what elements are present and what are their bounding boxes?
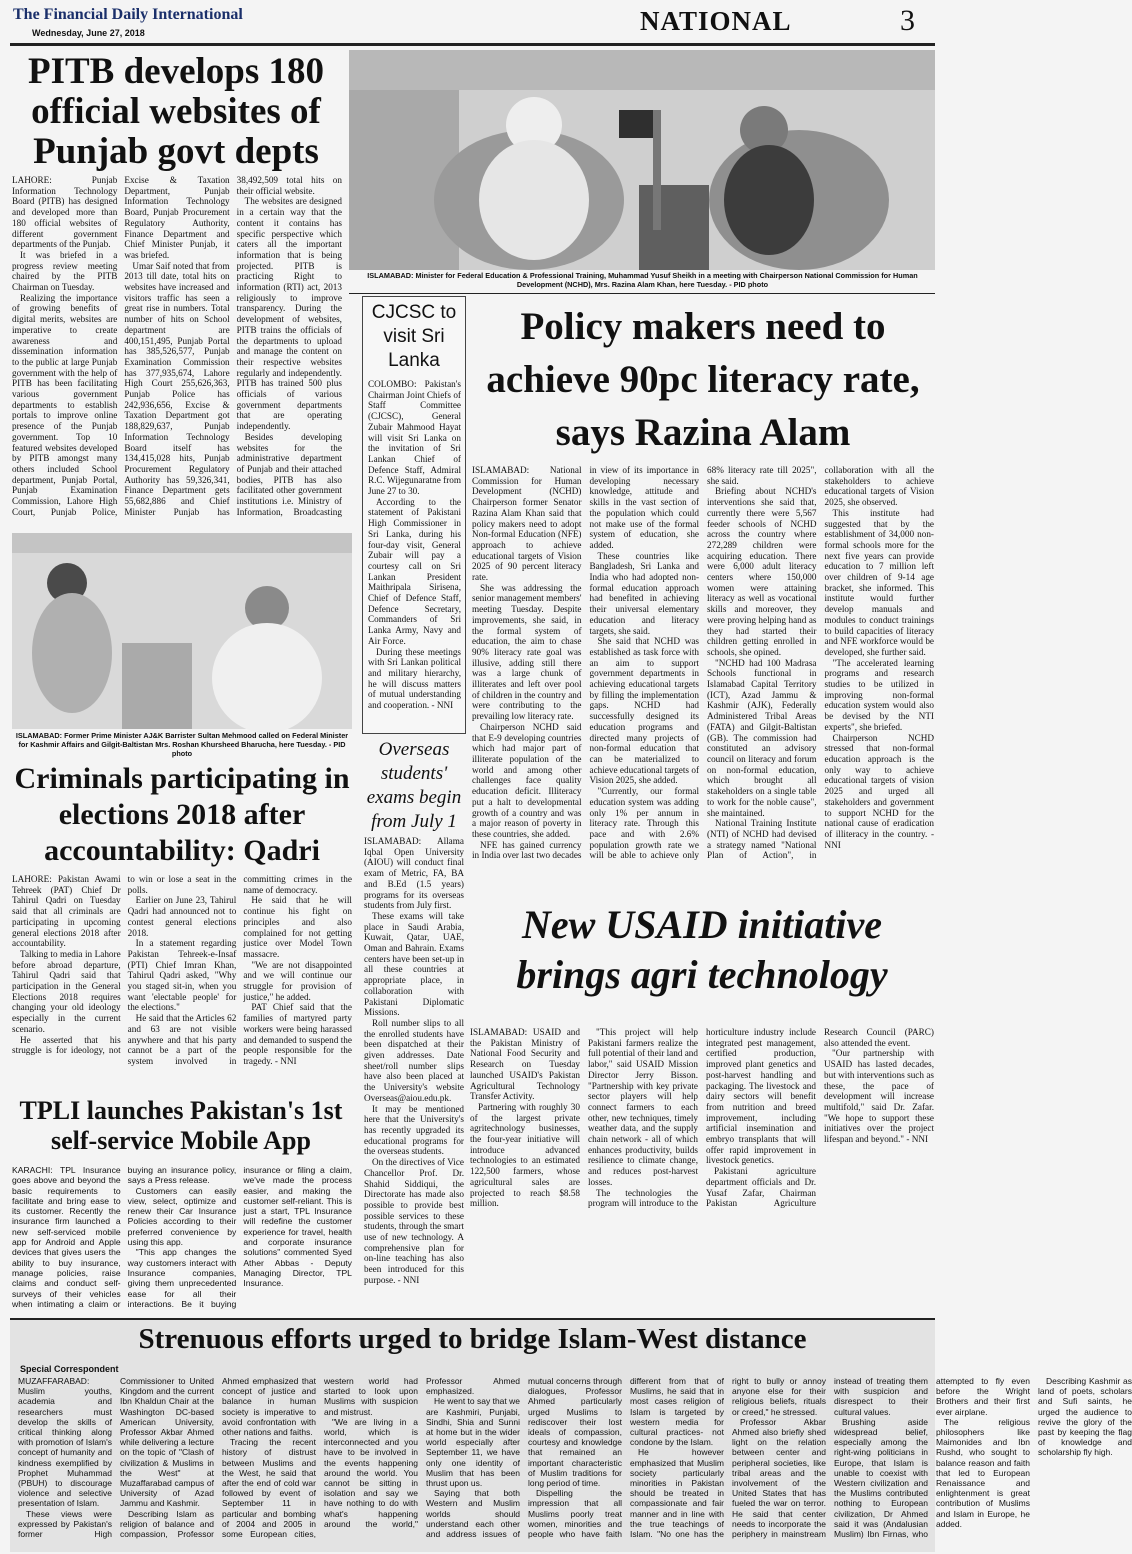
islam-west-para: The religious philosophers like Maimonides and Ibn Rushd, who sought to balance reason and faith that led to European Renaissance and enlightenment is great contribution of Muslims and Islam in Europe, he added. bbox=[936, 1416, 1030, 1529]
islam-west-para: Brushing aside widespread belief, especially among the right-wing politicians in Europe, that Islam is unable to coexist with Western civilization and the Muslims contributed nothing to European civilization, Dr Ahmed said it was (Andalusian Muslim) Ibn Firnas, who attempted to fly even before the Wright Brothers and their first ever airplane. bbox=[834, 1376, 1030, 1540]
overseas-para: On the directives of Vice Chancellor Prof. Dr. Shahid Siddiqui, the Directorate has made also possible to provide best possible services to these students, through the smart use of new technology. A comprehensive plan for on-line teaching has also been introduced for this purpose. - NNI bbox=[364, 1157, 464, 1285]
policy-para: Chairperson NCHD said that E-9 developing countries which had major part of illiterate population of the world and among other challenges face quality education deficit. Illiteracy put a halt to developmental growth of a country and was a major reason of poverty in these countries, she added. bbox=[472, 721, 582, 839]
islam-west-para: He however emphasized that Muslim society particularly minorities in Pakistan should be treated in compassionate and fair manner and in line with the true teachings of Islam. "No one has the right to bully or annoy anyone else for their religious beliefs, rituals or creed," he stressed. bbox=[630, 1376, 826, 1540]
policy-body bbox=[472, 465, 934, 890]
policy-para: "The accelerated learning programs and research studies to be utilized in improving non-formal education system would also be devised by the NTI experts", she briefed. bbox=[824, 657, 934, 732]
pitb-para: Umar Saif noted that from 2013 till date, total hits on websites have increased and visitors traffic has seen a great rise in numbers. Total number of hits on School department are 400,151,495, Punjab Portal has 385,526,577, Punjab Examination Commission has 377,935,674, Lahore High Court 255,626,363, Punjab Police has 242,936,656, Excise & Taxation Department got 188,829,637, Punjab Information Technology Board itself has 134,415,028 hits, Punjab Procurement Regulatory Authority has 59,326,341, Finance Department gets 55,682,886 and Chief Minister Punjab has 38,492,509 total hits on their official website. bbox=[124, 175, 342, 517]
tpli-para: KARACHI: TPL Insurance goes above and beyond the basic requirements to facilitate and bring ease to its customer. Recently the insurance firm launched a new self-serviced mobile app for Android and Apple devices that gives users the ability to buy insurance, manage policies, raise claims and conduct self-surveys of their vehicles when intimating a claim or buying an insurance policy, says a Press release. bbox=[12, 1165, 237, 1309]
criminals-para: Talking to media in Lahore before abroad departure, Tahirul Qadri said that participation in the General Elections 2018 requires changing your old ideology especially in the current scenario. bbox=[12, 948, 121, 1034]
masthead-rule bbox=[10, 43, 935, 46]
islam-west-headline: Strenuous efforts urged to bridge Islam-West distance bbox=[138, 1323, 807, 1355]
policy-para: She said that NCHD was established as task force with an aim to support government departments in achieving educational targets by filling the implementation gaps. NCHD had successfully designed its education programs and directed many projects of non-formal education that can be materialized to achieve educational targets of Vision 2025, she added. bbox=[589, 636, 699, 786]
overseas-para: It may be mentioned here that the University's has recently upgraded its educational programs for the overseas students. bbox=[364, 1103, 464, 1157]
criminals-body bbox=[12, 874, 352, 1094]
criminals-para: He said that the Articles 62 and 63 are not visible anywhere and that his party cannot be a part of the system involved in committing crimes in the name of democracy. bbox=[127, 874, 352, 1066]
cjcsc-headline: CJCSC to visit Sri Lanka bbox=[371, 302, 457, 371]
usaid-para: ISLAMABAD: USAID and the Pakistan Ministry of National Food Security and Research on Tuesday launched USAID's Pakistan Agricultural Technology Transfer Activity. bbox=[470, 1027, 580, 1102]
tpli-body bbox=[12, 1165, 352, 1310]
cjcsc-box bbox=[362, 296, 466, 734]
section-name: NATIONAL bbox=[640, 6, 792, 36]
islam-west-para: MUZAFFARABAD: Muslim youths, academia and researchers must develop the skills of critical thinking along with promotion of Islam's concept of humanity and kindness exemplified by Prophet Muhammad (PBUH) to discourage violence and selective presentation of Islam. bbox=[18, 1376, 112, 1509]
islam-west-para: Professor Akbar Ahmed also briefly shed light on the relation between center and peripheral societies, like tribal areas and the involvement of the United States that has fueled the war on terror. He said that center needs to incorporate the periphery in mainstream instead of treating them with suspicion and disrespect to their cultural values. bbox=[732, 1376, 928, 1540]
policy-para: Chairperson NCHD stressed that non-formal education approach is the only way to achieve educational targets of vision 2025 and urged all stakeholders and government to support NCHD for the national cause of eradication of illiteracy in the country. - NNI bbox=[824, 732, 934, 850]
cjcsc-para: According to the statement of Pakistani High Commissioner in Sri Lanka, during his four-day visit, General Zubair will pay a courtesy call on Sri Lankan President Maithripala Sirisena, Chief of Defence Staff, Defence Secretary, Commanders of Sri Lanka Army, Navy and Air Force. bbox=[368, 496, 461, 646]
policy-headline: Policy makers need to achieve 90pc literacy rate, says Razina Alam bbox=[486, 305, 920, 454]
criminals-para: PAT Chief said that the families of martyred party workers were being harassed and demanded to suspend the people responsible for the tragedy. - NNI bbox=[243, 1002, 352, 1066]
overseas-headline: Overseas students' exams begin from July 1 bbox=[366, 739, 462, 832]
overseas-para: Roll number slips to all the enrolled students have been dispatched at their given addresses. Date sheet/roll number slips have also been placed at the University's website Overseas@aiou.edu.pk. bbox=[364, 1017, 464, 1103]
pitb-para: The websites are designed in a certain way that the content it contains has specific perspective which caters all the important information that is being projected. PITB is practicing Right to information (RTI) act, 2013 religiously to improve transparency. During the development of websites, PITB trains the officials of the departments to upload and manage the content on their respective websites regularly and independently. PITB has trained 500 plus officials of various government departments that are operating independently. bbox=[236, 196, 342, 432]
islam-west-para: Tracing the recent history of distrust between Muslims and the West, he said that after the end of cold war followed by event of September 11 in particular and bombing of 2004 and 2005 in some European cities, western world had started to look upon Muslims with suspicion and mistrust. bbox=[222, 1376, 418, 1540]
usaid-body bbox=[470, 1027, 934, 1312]
islam-west-para: Describing Kashmir as land of poets, scholars and Sufi saints, he urged the audience to revive the glory of the past by keeping the flag of knowledge and scholarship fly high. bbox=[1038, 1376, 1132, 1458]
usaid-para: Partnering with roughly 30 of the largest private agritechnology businesses, the four-year initiative will introduce advanced technologies to an estimated 122,500 farmers, whose agricultural sales are projected to reach $8.58 million. bbox=[470, 1101, 580, 1209]
tpli-headline: TPLI launches Pakistan's 1st self-service Mobile App bbox=[19, 1096, 343, 1155]
islam-west-para: He went to say that we are Kashmiri, Punjabi, Sindhi, Shia and Sunni at home but in the wider world especially after September 11, we have only one identity of Muslim that has been thrust upon us. bbox=[426, 1396, 520, 1489]
cjcsc-para: During these meetings with Sri Lankan political and military hierarchy, he will discuss matters of mutual understanding and cooperation. - NNI bbox=[368, 646, 461, 711]
kashmir-photo-image bbox=[12, 533, 352, 729]
islam-west-body bbox=[18, 1376, 1132, 1548]
overseas-body bbox=[364, 836, 464, 1285]
policy-para: "NCHD had 100 Madrasa Schools functional in Islamabad Capital Territory (ICT), Azad Jammu & Kashmir (AJK), Federally Administered Tribal Areas (FATA) and Gilgit-Baltistan (GB). The commission had constituted an advisory council on literacy and forum on non-formal education, which brought all stakeholders on a single table to work for the noble cause", she maintained. bbox=[707, 657, 817, 818]
kashmir-photo bbox=[12, 533, 352, 729]
criminals-para: He asserted that his struggle is for ideology, not to win or lose a seat in the polls. bbox=[12, 874, 237, 1056]
meeting-photo-image bbox=[349, 50, 935, 270]
usaid-para: Pakistani agriculture department officials and Dr. Yusaf Zafar, Chairman Pakistan Agriculture Research Council (PARC) also attended the event. bbox=[706, 1027, 934, 1209]
usaid-headline: New USAID initiative brings agri technology bbox=[516, 902, 888, 997]
pitb-para: It was briefed in a progress review meeting chaired by the PITB Chairman on Tuesday. bbox=[12, 249, 118, 293]
cjcsc-body bbox=[368, 379, 461, 729]
criminals-para: "We are not disappointed and we will continue our struggle for provision of justice," he added. bbox=[243, 959, 352, 1002]
islam-west-para: These views were expressed by Pakistan's former High Commissioner to United Kingdom and the current Ibn Khaldun Chair at the Washington DC-based American University, Professor Akbar Ahmed while delivering a lecture on the topic of "Clash of civilization & Muslims in the West" at Muzaffarabad campus of University of Azad Jammu and Kashmir. bbox=[18, 1376, 214, 1540]
policy-para: Briefing about NCHD's interventions she said that, currently there were 5,567 feeder schools of NCHD across the country where 272,289 children were acquiring education. There were 6,000 adult literacy centers where 150,000 women were attaining literacy as well as vocational skills and moreover, they were proving helping hand as they had started their children getting enrolled in schools, she opined. bbox=[707, 486, 817, 657]
policy-para: ISLAMABAD: National Commission for Human Development (NCHD) Chairperson former Senator Razina Alam Khan said that policy makers need to adopt Non-formal Education (NFE) approach to achieve educational targets of Vision 2025 of 90 percent literacy rate. bbox=[472, 465, 582, 583]
tpli-para: "This app changes the way customers interact with Insurance companies, giving them unprecedented ease for all their interactions. Be it buying insurance or filing a claim, we've made the process easier, and making the customer self-reliant. This is just a start, TPL Insurance will redefine the customer experience for travel, health and corporate insurance solutions" commented Syed Ather Abbas - Deputy Managing Director, TPL Insurance. bbox=[127, 1165, 352, 1309]
criminals-para: Earlier on June 23, Tahirul Qadri had announced not to contest general elections 2018. bbox=[127, 895, 237, 938]
meeting-photo-caption: ISLAMABAD: Minister for Federal Education & Professional Training, Muhammad Yusuf Sheikh in a meeting with Chairperson National Commission for Human Development (NCHD), Mrs. Razina Alam Khan, here Tuesday. - PID photo bbox=[367, 271, 918, 289]
policy-para: "Currently, our formal education system was adding only 1% per annum in literacy rate. Through this pace and with 2.6% population growth rate we will be able to achieve only 68% literacy rate till 2025", she said. bbox=[589, 465, 817, 861]
photo-caption-rule bbox=[349, 293, 935, 294]
policy-para: This institute had suggested that by the establishment of 34,000 non-formal schools more for the next five years can provide education to 7 million left over children of 9-14 age bracket, she informed. This institute would further develop manuals and modules to conduct trainings to build capacities of literacy and NFE workforce would be developed, she further said. bbox=[824, 507, 934, 657]
islam-west-box bbox=[10, 1318, 1132, 1552]
pitb-headline: PITB develops 180 official websites of Punjab govt depts bbox=[27, 51, 325, 172]
tpli-para: Customers can easily view, select, optimize and renew their Car Insurance Policies according to their preferred convenience by using this app. bbox=[127, 1185, 237, 1248]
page-number: 3 bbox=[900, 4, 915, 37]
islam-west-para: Describing Islam as religion of balance and compassion, Professor Ahmed emphasized that concept of justice and balance in human society is imperative to avoid confrontation with other nations and faiths. bbox=[120, 1376, 316, 1540]
masthead bbox=[10, 4, 935, 44]
islam-west-para: Saying that both Western and Muslim worlds should understand each other and address issues of mutual concerns through dialogues, Professor Ahmed particularly urged Muslims to rediscover their lost ideals of compassion, courtesy and knowledge that remained an important characteristic of Muslim traditions for long period of time. bbox=[426, 1376, 622, 1540]
usaid-para: "This project will help Pakistani farmers realize the full potential of their land and labor," said USAID Mission Director Jerry Bisson. "Partnership with key private sector players will help connect farmers to each other, new techniques, timely weather data, and the supply chain network - all of which enhances productivity, builds resilience to climate change, and reduces post-harvest losses. bbox=[588, 1027, 698, 1187]
cjcsc-para: COLOMBO: Pakistan's Chairman Joint Chiefs of Staff Committee (CJCSC), General Zubair Mahmood Hayat will visit Sri Lanka on the invitation of Sri Lankan Chief of Defence Staff, Admiral R.C. Wijegunaratne from June 27 to 30. bbox=[368, 379, 461, 497]
issue-date: Wednesday, June 27, 2018 bbox=[32, 28, 145, 38]
overseas-para: ISLAMABAD: Allama Iqbal Open University (AIOU) will conduct final exam of Metric, FA, BA and B.Ed (1.5 years) programs for its overseas students from July first. bbox=[364, 836, 464, 911]
islam-west-para: "We are living in a world, which is interconnected and you have to be involved in the events happening around the world. You cannot be sitting in isolation and say we have nothing to do with what's happening around the world," Professor Ahmed emphasized. bbox=[324, 1376, 520, 1529]
pitb-body bbox=[12, 175, 342, 527]
pitb-para: Realizing the importance of growing benefits of digital merits, websites are imperative to create awareness and dissemination information to the public at large Punjab government with the help of PITB has been facilitating various government departments to establish portals to improve online presence of the Punjab government. Top 10 featured websites developed by PITB amongst many others included School department, Punjab Portal, Punjab Examination Commission, Lahore High Court, Punjab Police, Excise & Taxation Department, Punjab Information Technology Board, Punjab Procurement Regulatory Authority, Finance Department and Chief Minister Punjab, it was briefed. bbox=[12, 175, 230, 517]
usaid-para: "Our partnership with USAID has lasted decades, but with interventions such as these, the pace of development will increase multifold," said Dr. Zafar. "We hope to support these initiatives over the project lifespan and beyond." - NNI bbox=[824, 1048, 934, 1145]
usaid-para: The technologies the program will introduce to the horticulture industry include integrated pest management, certified production, improved plant genetics and post-harvest handling and packaging. The livestock and dairy sectors will benefit from nutrition and breed improvement, including artificial insemination and embryo transplants that will offer rapid improvement in livestock genetics. bbox=[588, 1027, 816, 1209]
policy-para: National Training Institute (NTI) of NCHD had devised a strategy named "National Plan of Action", in collaboration with all the stakeholders to achieve educational targets of Vision 2025, she observed. bbox=[707, 465, 934, 861]
criminals-para: LAHORE: Pakistan Awami Tehreek (PAT) Chief Dr Tahirul Qadri on Tuesday said that all criminals are participating in upcoming general elections 2018 after accountability. bbox=[12, 874, 121, 949]
policy-para: These countries like Bangladesh, Sri Lanka and India who had adopted non-formal education approach had benefited in achieving their universal elementary education and literacy targets, she said. bbox=[589, 550, 699, 636]
criminals-headline: Criminals participating in elections 2018 after accountability: Qadri bbox=[14, 762, 350, 867]
islam-west-para: Dispelling the impression that all Muslims poorly treat women, minorities and people who have faith different from that of Muslims, he said that in most cases religion of Islam is targeted by western media for cultural practices- not condone by the Islam. bbox=[528, 1376, 724, 1540]
overseas-para: These exams will take place in Saudi Arabia, Kuwait, Qatar, UAE, Oman and Bahrain. Exams centers have been set-up in all these countries at appropriate place, in collaboration with Pakistani Diplomatic Missions. bbox=[364, 910, 464, 1018]
meeting-photo bbox=[349, 50, 935, 270]
islam-west-byline: Special Correspondent bbox=[20, 1364, 119, 1374]
kashmir-photo-caption: ISLAMABAD: Former Prime Minister AJ&K Barrister Sultan Mehmood called on Federal Minister for Kashmir Affairs and Gilgit-Baltistan Mrs. Roshan Khursheed Bharucha, here Tuesday. - PID photo bbox=[15, 731, 349, 758]
policy-para: She was addressing the senior management members' meeting Tuesday. Despite improvements, she said, in the formal system of education, the aim to chase 90% literacy rate goal was illusive, adding still there was a large chunk of illiterates and left over pool of children in the country and were contributing to the prevailing low literacy rate. bbox=[472, 582, 582, 722]
paper-name: The Financial Daily International bbox=[13, 6, 243, 23]
criminals-para: In a statement regarding Pakistan Tehreek-e-Insaf (PTI) Chief Imran Khan, Tahirul Qadri asked, "Why you staged sit-in, when you want 'electable people' for the elections." bbox=[127, 938, 237, 1013]
pitb-para: Besides developing websites for the administrative department of Punjab and their attached bodies, PITB has also facilitated other government institutions i.e. Ministry of Information, Broadcasting bbox=[236, 431, 342, 517]
pitb-para: LAHORE: Punjab Information Technology Board (PITB) has designed and developed more than 180 official websites of different government departments of the Punjab. bbox=[12, 175, 118, 250]
criminals-para: He said that he will continue his fight on principles and also complained for not getting justice over Model Town massacre. bbox=[243, 895, 352, 959]
policy-para: NFE has gained currency in India over last two decades in view of its importance in developing necessary knowledge, attitude and skills in the vast section of the population which could not make use of the formal system of education, she added. bbox=[472, 465, 699, 861]
